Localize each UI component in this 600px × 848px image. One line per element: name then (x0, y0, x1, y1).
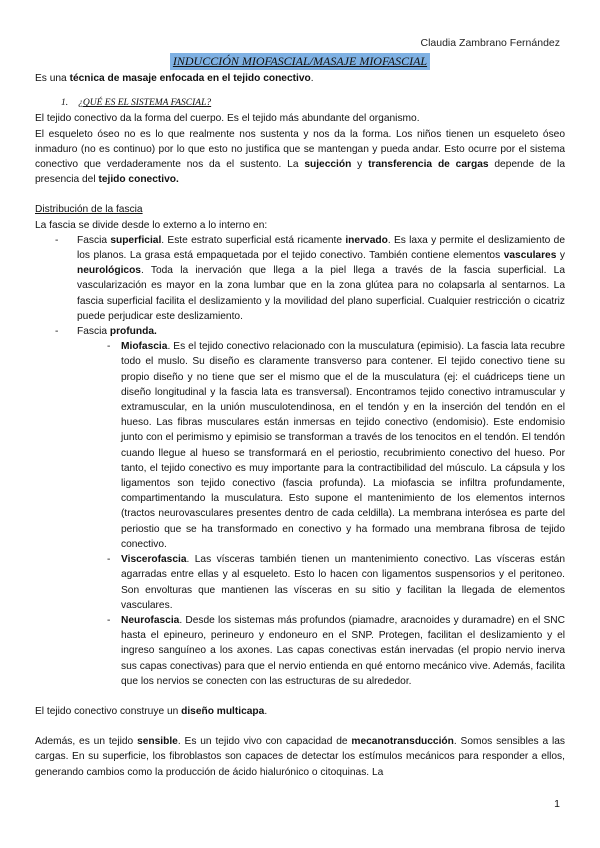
item-text: . Las vísceras también tienen un mantenimiento conectivo. Las vísceras están agarradas entre ellas y al esqueleto. Esto lo hacen con ligamentos suspensorios y el peritoneo. Son envolturas que mantienen las vísceras en su sitio y facilitan la llegada de elementos vasculares. (121, 554, 565, 611)
list-dash: - (107, 554, 111, 566)
intro-text: Es una (35, 73, 70, 84)
spacer (35, 187, 565, 202)
paragraph-text: Además, es un tejido (35, 736, 138, 748)
section-line: El tejido conectivo da la forma del cuerpo. Es el tejido más abundante del organismo. (35, 113, 420, 125)
bold-term: transferencia de cargas (368, 159, 489, 171)
item-text: . Es el tejido conectivo relacionado con la musculatura (epimisio). La fascia lata recubre todo el muslo. Su diseño es claramente transverso para contener. El tejido conectivo tiene su propio diseño y no tiene que ser el mismo que el de la musculatura (ej: el cuádriceps tiene un diseño longitudinal y la fascia lata es transversal). Encontramos tejido conectivo intramuscular y extramuscular, en la unión musculotendinosa, en el tendón y en la inserción del tendón en el hueso. Las fibras musculares están inmersas en tejido conectivo (endomisio). Este endomisio junto con el perimismo y epimisio se transforman a través de los tenocitos en el tendón. El tendón cuando llegue al hueso se transformará en el periostio, recubrimiento conectivo del hueso. Por tanto, el tejido conectivo es muy importante para la contractibilidad del músculo. La cápsula y los ligamentos son tejido conectivo (fascia profunda). La miofascia se infiltra profundamente, compartimentando la musculatura. Esto supone el mantenimiento de los elementos internos (tractos neurovasculares presentes dentro de cada celdilla). La membrana interósea es parte del periostio que se ha transformado en conectivo y ha formado una membrana fibrosa de tejido conectivo. (121, 341, 565, 550)
list-dash: - (107, 614, 111, 626)
distribution-intro: La fascia se divide desde lo externo a lo interno en: (35, 219, 268, 231)
list-dash: - (55, 234, 59, 246)
intro-end: . (310, 73, 314, 84)
item-text: y (556, 250, 566, 262)
bold-term: sujección (304, 159, 352, 171)
bold-term: Viscerofascia (121, 554, 187, 566)
bold-term: mecanotransducción (351, 736, 454, 748)
distribution-heading: Distribución de la fascia (35, 204, 143, 216)
bold-term: vasculares (503, 250, 557, 262)
section-number: 1. (61, 98, 69, 109)
paragraph-text: . (264, 705, 268, 717)
bold-term: Miofascia (121, 341, 168, 353)
item-text: . Es laxa y permite el deslizamiento de los planos. La grasa está empaquetada por el tejido conectivo. También contiene elementos (77, 234, 565, 262)
paragraph-text: y (351, 159, 369, 171)
section-paragraph (35, 127, 565, 188)
title-row (0, 52, 600, 70)
page-number: 1 (554, 798, 560, 810)
paragraph-text: depende de la presencia del (35, 159, 565, 186)
sublist-item-miofascia (107, 339, 565, 552)
bold-term: tejido conectivo. (98, 174, 179, 186)
paragraph-text: . Somos sensibles a las cargas. En su superficie, los fibroblastos son capaces de detectar los estímulos mecánicos para responder a ellos, generando cambios como la producción de ácido hialurónico o citoquinas. La (35, 736, 565, 778)
document-body (35, 71, 565, 780)
closing-paragraph (35, 734, 565, 780)
list-dash: - (55, 326, 59, 338)
item-text: Fascia (77, 326, 110, 338)
paragraph-text: El tejido conectivo construye un (35, 705, 182, 717)
author-name: Claudia Zambrano Fernández (420, 37, 560, 49)
bold-term: superficial (110, 234, 162, 246)
bold-term: sensible (137, 736, 178, 748)
list-item-profunda (35, 324, 565, 689)
paragraph-text: El esqueleto óseo no es lo que realmente nos sustenta y nos da la forma. Los niños tienen un esqueleto óseo inmaduro (no es continuo) por lo que esto no justifica que se mantengan y pueda andar. Esto ocurre por el sistema conectivo que verdaderamente nos da el sustento. La (35, 128, 565, 171)
item-text: . Este estrato superficial está ricamente (161, 234, 346, 246)
sublist-item-viscerofascia (107, 552, 565, 613)
bold-term: diseño multicapa (181, 705, 265, 717)
profunda-sublist (77, 339, 565, 689)
document-title: INDUCCIÓN MIOFASCIAL/MASAJE MIOFASCIAL (170, 53, 430, 70)
paragraph-text: . Es un tejido vivo con capacidad de (177, 736, 352, 748)
fascia-list (35, 233, 565, 689)
list-dash: - (107, 341, 111, 353)
section-heading (61, 96, 565, 111)
bold-term: neurológicos (77, 265, 141, 277)
sublist-item-neurofascia (107, 613, 565, 689)
item-text: . Toda la inervación que llega a la piel llega a través de la fascia superficial. La vascularización es mayor en la zona lumbar que en la zona glútea para no colapsarla al sentarnos. La fascia superficial facilita el deslizamiento y la movilidad del plano superficial. Cualquier restricción o cicatriz puede perjudicar este deslizamiento. (77, 265, 565, 322)
bold-term: Neurofascia (121, 614, 180, 626)
spacer (35, 719, 565, 734)
spacer (35, 689, 565, 704)
multicapa-paragraph (35, 704, 565, 719)
list-item-superficial (35, 233, 565, 324)
intro-paragraph (35, 71, 565, 86)
item-text: Fascia (77, 234, 111, 246)
item-text: . Desde los sistemas más profundos (piamadre, aracnoides y duramadre) en el SNC hasta el epineuro, perineuro y endoneuro en el SNP. Protegen, facilitan el deslizamiento y el ingreso sanguíneo a los axones. Las capas conectivas están inervadas (el propio nervio inerva sus capas conectivas) para que el nervio entienda en qué entorno mecánico vive. Además, facilita que los nervios se conecten con las estructuras de su alrededor. (121, 614, 565, 687)
section-heading-text: ¿QUÉ ES EL SISTEMA FASCIAL? (78, 98, 212, 109)
bold-term: profunda. (109, 326, 157, 338)
bold-term: inervado (345, 234, 388, 246)
intro-bold: técnica de masaje enfocada en el tejido conectivo (69, 73, 311, 84)
